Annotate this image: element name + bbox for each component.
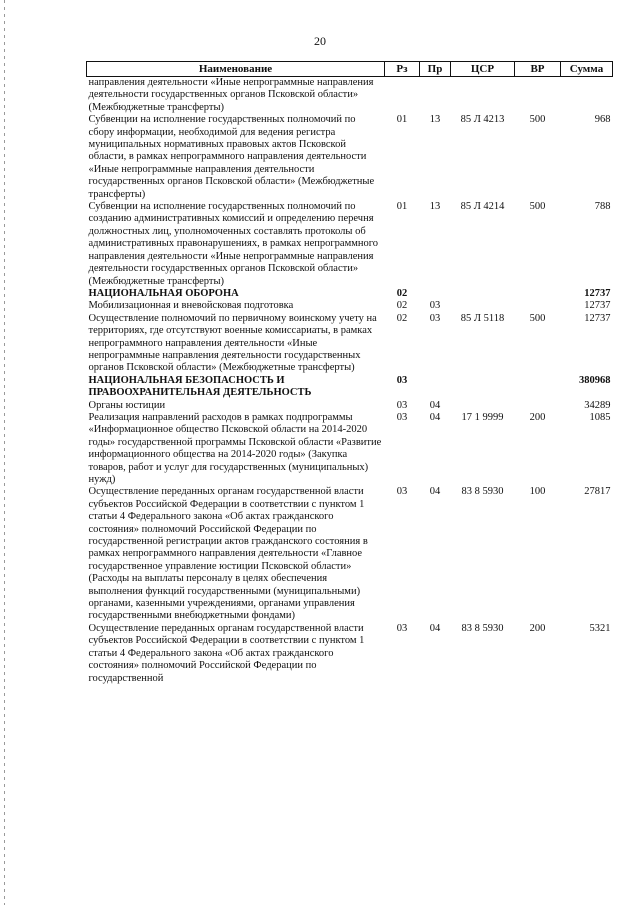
cell-rz: 03 [396,399,408,411]
cell-name: направления деятельности «Иные непрограммные направления деятельности государственных органов Псковской области» (Межбюджетные трансферты) [88,77,374,113]
cell-rz [385,77,420,115]
cell-pr: 13 [429,201,441,213]
cell-rz: 01 [396,114,408,126]
scan-edge [4,0,5,905]
cell-pr [420,375,451,400]
cell-sum: 788 [594,201,611,213]
cell-csr: 85 Л 5118 [460,312,505,324]
header-rz: Рз [385,62,420,77]
table-header-row [87,62,613,77]
cell-sum: 12737 [584,312,611,324]
table-row [87,114,613,201]
table-row [87,300,613,312]
cell-name: НАЦИОНАЛЬНАЯ ОБОРОНА [88,287,239,299]
cell-pr: 13 [429,114,441,126]
cell-sum: 12737 [584,300,611,312]
cell-csr: 83 8 5930 [461,622,504,634]
cell-pr: 04 [429,411,441,423]
header-vr: ВР [515,62,561,77]
cell-sum: 5321 [589,622,611,634]
table-row [87,375,613,400]
cell-rz: 02 [396,300,408,312]
cell-vr [515,400,561,412]
cell-csr: 85 Л 4213 [460,114,505,126]
cell-csr [451,400,515,412]
cell-name: Субвенции на исполнение государственных полномочий по созданию административных комиссий и определению перечня должностных лиц, уполномоченных составлять протоколы об административных правонарушениях, в рамках непрограммного направления деятельности «Иные непрограммные направления деятельности государственных органов Псковской области» (Межбюджетные трансферты) [88,201,379,287]
cell-sum: 968 [594,114,611,126]
cell-rz: 02 [396,312,408,324]
cell-vr [515,300,561,312]
cell-rz: 03 [396,374,408,386]
table-row [87,486,613,622]
cell-vr: 500 [529,312,546,324]
cell-rz: 03 [396,622,408,634]
cell-pr: 03 [429,300,441,312]
cell-pr [420,77,451,115]
cell-csr [451,77,515,115]
cell-pr: 04 [429,486,441,498]
cell-pr: 04 [429,399,441,411]
cell-csr: 17 1 9999 [461,411,504,423]
cell-name: НАЦИОНАЛЬНАЯ БЕЗОПАСНОСТЬ И ПРАВООХРАНИТЕЛЬНАЯ ДЕЯТЕЛЬНОСТЬ [88,374,312,399]
cell-name: Осуществление полномочий по первичному воинскому учету на территориях, где отсутствуют военные комиссариаты, в рамках непрограммного направления деятельности «Иные непрограммные направления деятельности государственных органов Псковской области» (Межбюджетные трансферты) [88,312,377,374]
cell-vr: 100 [529,486,546,498]
cell-pr: 04 [429,622,441,634]
cell-rz: 02 [396,287,408,299]
cell-vr [515,77,561,115]
table-row [87,623,613,685]
header-sum: Сумма [561,62,613,77]
header-pr: Пр [420,62,451,77]
cell-name: Субвенции на исполнение государственных полномочий по сбору информации, необходимой для ведения регистра муниципальных нормативных правовых актов Псковской области, в рамках непрограммного направления деятельности «Иные непрограммные направления деятельности государственных органов Псковской области» (Межбюджетные трансферты) [88,114,375,200]
cell-name: Органы юстиции [88,399,166,411]
cell-vr: 200 [529,411,546,423]
table-row [87,201,613,288]
cell-csr [451,288,515,300]
cell-sum: 380968 [579,374,611,386]
cell-csr: 83 8 5930 [461,486,504,498]
table-row [87,412,613,486]
cell-name: Мобилизационная и вневойсковая подготовка [88,300,294,312]
cell-name: Реализация направлений расходов в рамках подпрограммы «Информационное общество Псковской области на 2014-2020 годы» государственной программы Псковской области «Развитие информационного общества на 2014-2020 годы» (Закупка товаров, работ и услуг для государственных (муниципальных) нужд) [88,411,382,485]
table-row [87,400,613,412]
cell-sum [561,77,613,115]
table-row [87,77,613,115]
cell-sum: 27817 [584,486,611,498]
cell-csr [451,300,515,312]
cell-vr: 500 [529,114,546,126]
cell-vr: 500 [529,201,546,213]
cell-rz: 01 [396,201,408,213]
cell-rz: 03 [396,486,408,498]
header-csr: ЦСР [451,62,515,77]
cell-vr: 200 [529,622,546,634]
cell-sum: 34289 [584,399,611,411]
cell-csr: 85 Л 4214 [460,201,505,213]
cell-pr [420,288,451,300]
cell-vr [515,288,561,300]
cell-sum: 12737 [584,287,611,299]
cell-name: Осуществление переданных органам государственной власти субъектов Российской Федерации в соответствии с пунктом 1 статьи 4 Федерального закона «Об актах гражданского состояния» полномочий Российской Федерации по государственной [88,622,365,684]
cell-pr: 03 [429,312,441,324]
table-row [87,313,613,375]
page-number: 20 [314,34,326,48]
cell-csr [451,375,515,400]
cell-sum: 1085 [589,411,611,423]
header-name: Наименование [87,62,385,77]
cell-vr [515,375,561,400]
cell-rz: 03 [396,411,408,423]
cell-name: Осуществление переданных органам государственной власти субъектов Российской Федерации в соответствии с пунктом 1 статьи 4 Федерального закона «Об актах гражданского состояния» полномочий Российской Федерации по государственной регистрации актов гражданского состояния в рамках непрограммного направления деятельности «Главное государственное управление юстиции Псковской области» (Расходы на выплаты персоналу в целях обеспечения выполнения функций государственными (муниципальными) органами, казенными учреждениями, органами управления государственными внебюджетными фондами) [88,486,368,622]
table-row [87,288,613,300]
budget-table [86,61,613,685]
